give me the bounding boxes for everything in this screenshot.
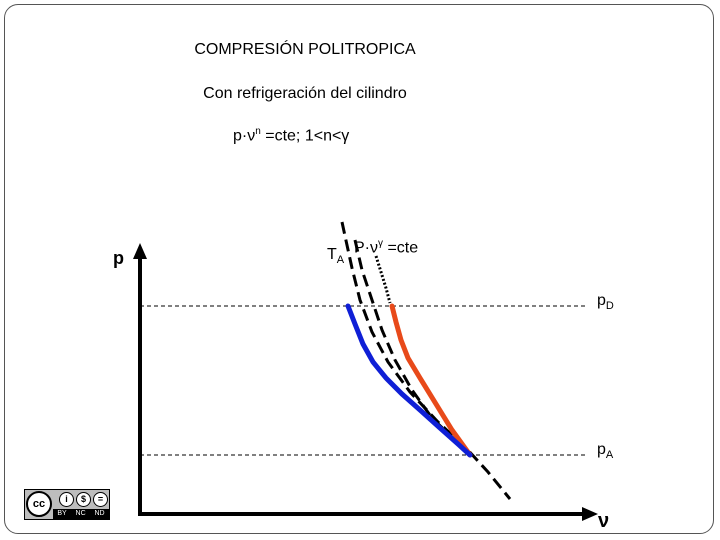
diagram-subtitle: Con refrigeración del cilindro (203, 85, 407, 102)
adiabatic-compression-curve (392, 306, 470, 455)
cc-logo-icon: cc (26, 491, 52, 517)
adiabatic-label-prefix: P·ν (354, 239, 378, 257)
y-axis-label: p (113, 248, 124, 268)
license-tag-nc: NC (75, 510, 86, 517)
pa-label (597, 441, 613, 461)
by-person-icon: i (59, 492, 74, 507)
nc-dollar-icon: $ (76, 492, 91, 507)
license-tag-by: BY (57, 510, 67, 517)
adiabatic-label-exponent: γ (378, 238, 383, 249)
pd-label-sub: D (605, 300, 614, 313)
creative-commons-badge[interactable] (24, 489, 110, 520)
formula-prefix: p·ν (233, 127, 256, 145)
adiabatic-label-suffix: =cte (383, 239, 419, 257)
x-axis-arrow (582, 507, 598, 521)
isotherm-curve (342, 222, 510, 499)
diagram-title: COMPRESIÓN POLITROPICA (194, 41, 416, 58)
x-axis-label: ν (598, 510, 610, 532)
nd-equals-icon: = (93, 492, 108, 507)
pd-label (597, 292, 614, 312)
pa-label-main: p (597, 441, 606, 458)
isotherm-label-main: T (327, 246, 337, 263)
isotherm-label-sub: A (336, 254, 345, 267)
license-tag-nd: ND (94, 510, 105, 517)
formula-suffix: =cte; 1<n<γ (260, 127, 350, 145)
formula-exponent: n (255, 126, 261, 137)
adiabatic-dashed-curve (355, 240, 470, 455)
adiabatic-dotted-curve (376, 256, 390, 303)
pd-label-main: p (597, 292, 606, 309)
y-axis-arrow (133, 243, 147, 259)
pa-label-sub: A (605, 449, 614, 462)
adiabatic-label (354, 238, 418, 257)
isotherm-label (327, 246, 344, 266)
